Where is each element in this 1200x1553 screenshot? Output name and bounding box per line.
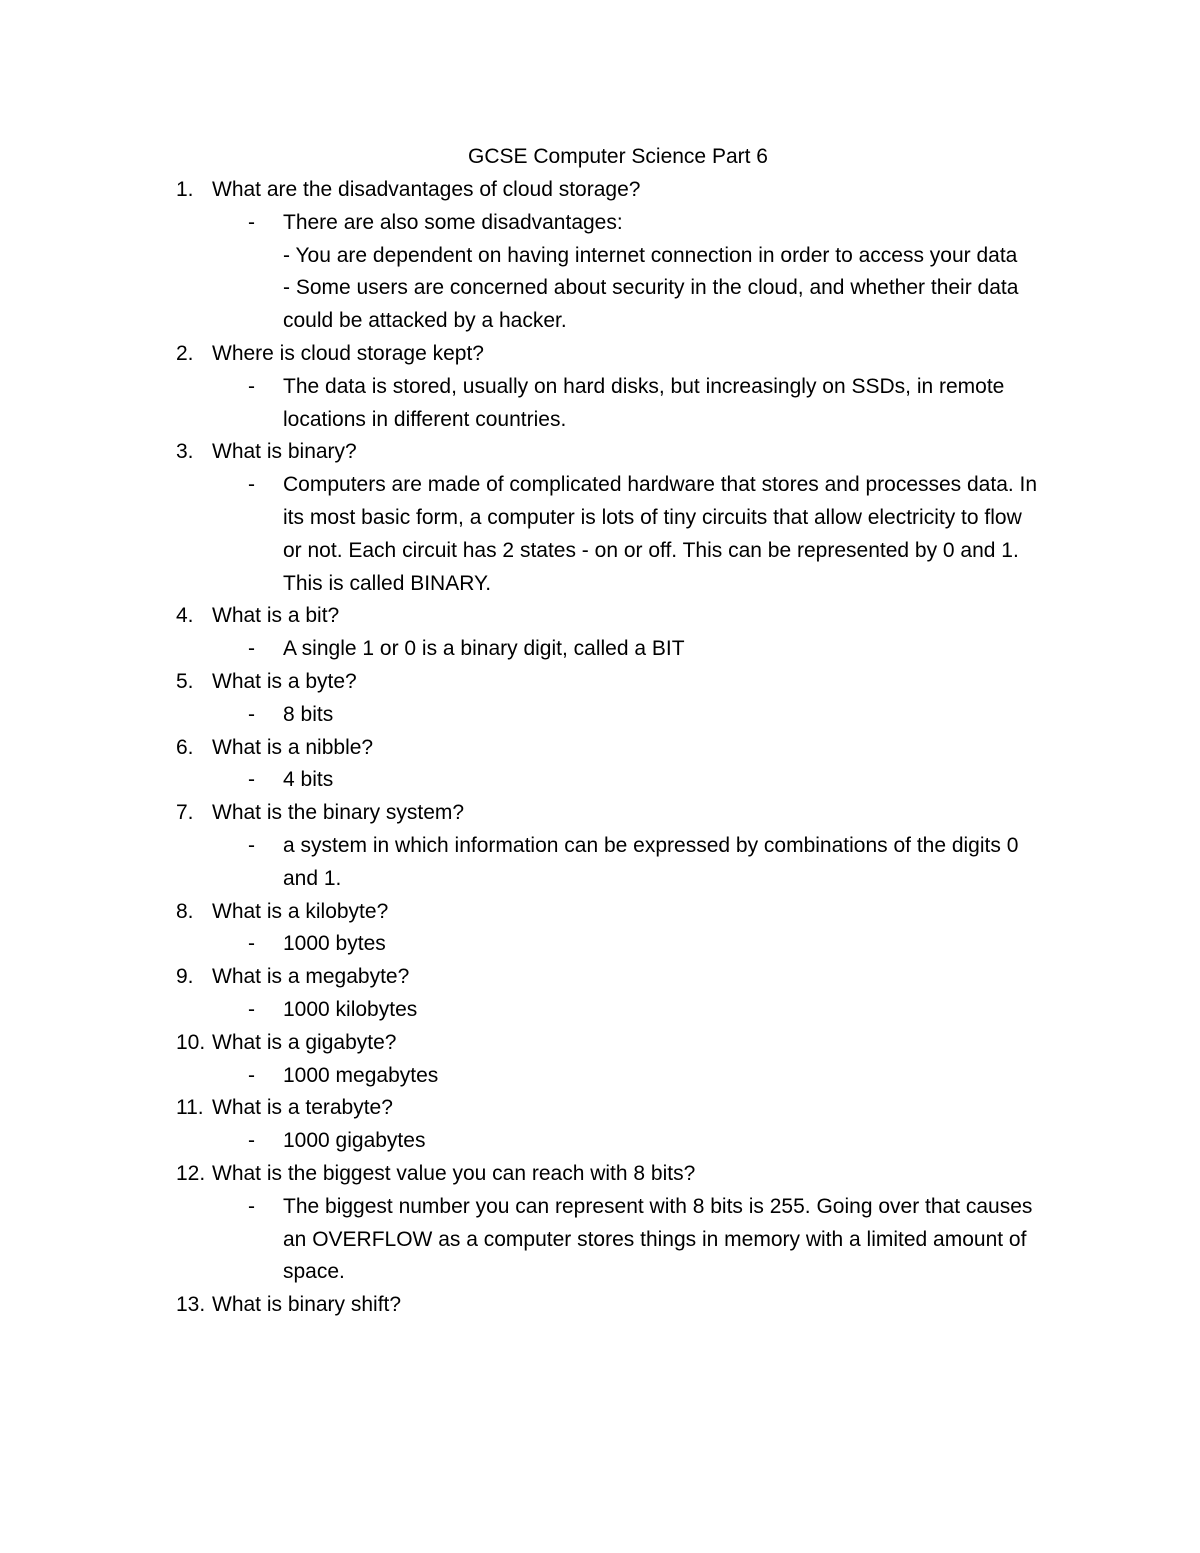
answer-bullet: - — [248, 1194, 255, 1218]
question-number: 6. — [176, 735, 194, 759]
answer-bullet: - — [248, 210, 255, 234]
question-number: 10. — [176, 1030, 206, 1054]
answer-text: - You are dependent on having internet connection in order to access your data — [283, 243, 1018, 267]
question-number: 5. — [176, 670, 194, 693]
answer-bullet: - — [248, 998, 255, 1021]
answer-text: 8 bits — [283, 702, 334, 726]
answer-text: and 1. — [283, 866, 342, 890]
answer-text: The data is stored, usually on hard disks, but increasingly on SSDs, in remote — [283, 374, 1005, 398]
question-number: 9. — [176, 965, 194, 989]
answer-text: The biggest number you can represent with 8 bits is 255. Going over that causes — [283, 1194, 1033, 1218]
question-number: 12. — [176, 1162, 206, 1185]
answer-text: could be attacked by a hacker. — [283, 309, 567, 333]
answer-text: an OVERFLOW as a computer stores things in memory with a limited amount of — [283, 1227, 1027, 1251]
question-number: 11. — [176, 1096, 204, 1120]
answer-text: locations in different countries. — [283, 407, 567, 431]
answer-text: a system in which information can be expressed by combinations of the digits 0 — [283, 834, 1019, 857]
question-number: 7. — [176, 801, 194, 825]
answer-bullet: - — [248, 702, 255, 726]
answer-bullet: - — [248, 374, 255, 398]
answer-text: 1000 megabytes — [283, 1063, 439, 1087]
question-number: 3. — [176, 440, 194, 464]
answer-text: or not. Each circuit has 2 states - on or off. This can be represented by 0 and 1. — [283, 538, 1019, 562]
answer-bullet: - — [248, 637, 255, 661]
page-title: GCSE Computer Science Part 6 — [468, 145, 768, 168]
question-number: 4. — [176, 604, 194, 628]
answer-bullet: - — [248, 1129, 255, 1153]
question-text: What is binary shift? — [212, 1293, 402, 1317]
answer-text: 4 bits — [283, 768, 334, 792]
answer-bullet: - — [248, 1063, 255, 1087]
answer-text: There are also some disadvantages: — [283, 210, 623, 234]
answer-text: 1000 gigabytes — [283, 1129, 426, 1153]
answer-text: Computers are made of complicated hardware that stores and processes data. In — [283, 473, 1038, 497]
question-number: 2. — [176, 342, 194, 365]
question-text: What is a gigabyte? — [212, 1030, 397, 1054]
answer-text: space. — [283, 1260, 345, 1284]
question-text: What is a bit? — [212, 604, 340, 628]
answer-text: This is called BINARY. — [283, 571, 492, 595]
answer-text: 1000 kilobytes — [283, 998, 418, 1021]
question-number: 1. — [176, 178, 194, 201]
question-text: What is a kilobyte? — [212, 899, 389, 923]
answer-bullet: - — [248, 932, 255, 956]
question-text: What is a megabyte? — [212, 965, 410, 989]
answer-bullet: - — [248, 768, 255, 792]
answer-bullet: - — [248, 834, 255, 857]
question-text: What is a terabyte? — [212, 1096, 393, 1120]
answer-bullet: - — [248, 473, 255, 497]
question-text: Where is cloud storage kept? — [212, 342, 484, 365]
question-text: What is binary? — [212, 440, 357, 464]
question-text: What is the binary system? — [212, 801, 465, 825]
answer-text: A single 1 or 0 is a binary digit, called a BIT — [283, 637, 685, 661]
question-text: What is a byte? — [212, 670, 357, 693]
question-number: 13. — [176, 1293, 206, 1317]
question-text: What are the disadvantages of cloud storage? — [212, 178, 641, 201]
question-text: What is a nibble? — [212, 735, 374, 759]
answer-text: its most basic form, a computer is lots of tiny circuits that allow electricity to flow — [283, 506, 1022, 529]
answer-text: - Some users are concerned about security in the cloud, and whether their data — [283, 276, 1019, 300]
question-text: What is the biggest value you can reach with 8 bits? — [212, 1162, 696, 1185]
question-number: 8. — [176, 899, 194, 923]
answer-text: 1000 bytes — [283, 932, 386, 956]
